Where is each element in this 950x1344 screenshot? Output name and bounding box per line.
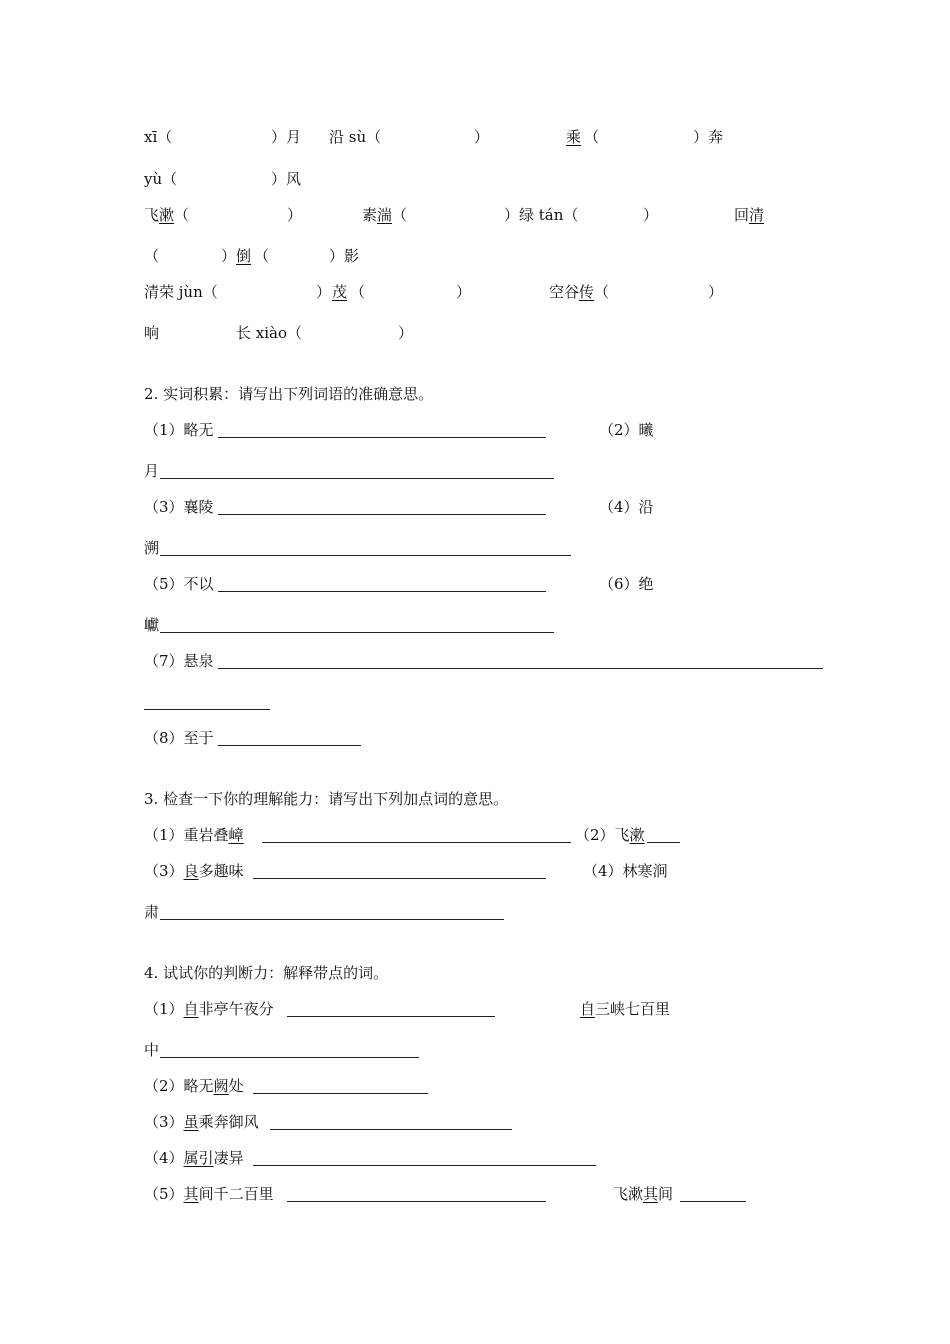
s2-item-6-cont: 巘	[144, 616, 160, 634]
s2-item-7: （7）悬泉	[144, 652, 214, 670]
s2-item-3: （3）襄陵	[144, 498, 214, 516]
s1-qing-close: ）	[221, 247, 237, 265]
s1-yu-close: ）风	[271, 170, 302, 188]
s2-item-8: （8）至于	[144, 729, 214, 747]
s1-jun-close: ）	[316, 283, 332, 301]
s4-answer-line-2[interactable]	[253, 1093, 428, 1094]
s1-huiqing-label	[734, 206, 764, 224]
s1-xi-close: ）月	[271, 128, 302, 146]
s3-item-2	[575, 826, 645, 844]
s1-su-close: ）	[474, 128, 490, 146]
s1-xiao-label: 长 xiào（	[236, 324, 302, 342]
s4-item-4-word: 属引	[183, 1149, 214, 1167]
s2-item-2: （2）曦	[599, 421, 654, 439]
s2-answer-line-3[interactable]	[218, 514, 546, 515]
s4-item-3-word: 虽	[183, 1113, 199, 1131]
s4-item-1-word: 自	[183, 1000, 199, 1018]
s4-item-5-prefix: （5）	[144, 1185, 184, 1203]
s2-item-2-cont: 月	[144, 462, 160, 480]
s1-su-label: 沿 sù（	[329, 128, 382, 146]
s2-answer-line-2[interactable]	[160, 478, 554, 479]
s4-item-5b	[613, 1185, 673, 1203]
s4-item-1-suffix: 非亭午夜分	[198, 1000, 274, 1018]
s4-title: 4. 试试你的判断力：解释带点的词。	[144, 964, 389, 982]
s2-answer-line-1[interactable]	[218, 437, 546, 438]
s4-item-1	[144, 1000, 274, 1018]
s4-answer-line-5b[interactable]	[680, 1201, 746, 1202]
s1-cheng-open: （	[584, 128, 600, 146]
s4-item-5b-suffix: 间	[658, 1185, 674, 1203]
s4-item-5b-word: 其	[643, 1185, 659, 1203]
s1-feishu-char1: 飞	[144, 206, 160, 224]
s3-answer-line-4[interactable]	[160, 919, 504, 920]
s3-item-1-word: 嶂	[228, 826, 244, 844]
s2-item-5: （5）不以	[144, 575, 214, 593]
s2-item-1: （1）略无	[144, 421, 214, 439]
s4-item-5-word: 其	[183, 1185, 199, 1203]
s3-item-2-word: 漱	[629, 826, 645, 844]
s4-answer-line-1b[interactable]	[160, 1057, 419, 1058]
s4-item-3	[144, 1113, 259, 1131]
s1-chuan-prefix: 空谷	[549, 283, 580, 301]
s1-feishu-label	[144, 206, 189, 224]
s4-item-4-prefix: （4）	[144, 1149, 184, 1167]
s3-title: 3. 检查一下你的理解能力：请写出下列加点词的意思。	[144, 790, 509, 808]
s2-item-4: （4）沿	[599, 498, 654, 516]
s1-jun-label: 清荣 jùn（	[144, 283, 218, 301]
s3-answer-line-1[interactable]	[262, 842, 571, 843]
s3-answer-line-3[interactable]	[253, 878, 546, 879]
s1-dao-close: ）影	[329, 247, 360, 265]
s2-answer-line-5[interactable]	[218, 591, 546, 592]
s1-chuan-open: （	[594, 283, 610, 301]
s4-item-2-prefix: （2）略无	[144, 1077, 214, 1095]
s4-item-2-word: 阙	[213, 1077, 229, 1095]
s3-item-3-word: 良	[183, 862, 199, 880]
s1-chuan-word: 传	[579, 283, 595, 301]
s2-answer-line-7b[interactable]	[144, 709, 270, 710]
s1-tan-close: ）	[643, 206, 659, 224]
s4-item-3-prefix: （3）	[144, 1113, 184, 1131]
s3-item-4: （4）林寒涧	[583, 862, 668, 880]
s1-feishu-char2: 漱	[159, 206, 175, 224]
s4-item-4-suffix: 凄异	[213, 1149, 244, 1167]
s1-sutuan-char2: 湍	[377, 206, 393, 224]
s3-item-1-prefix: （1）重岩叠	[144, 826, 229, 844]
s1-xiao-close: ）	[398, 324, 414, 342]
s1-sutuan-open: （	[392, 206, 408, 224]
s4-item-5-suffix: 间千二百里	[198, 1185, 274, 1203]
s1-dao-open: （	[254, 247, 270, 265]
s4-item-2	[144, 1077, 244, 1095]
s1-sutuan-label	[362, 206, 407, 224]
s2-item-6: （6）绝	[599, 575, 654, 593]
s4-answer-line-1[interactable]	[287, 1016, 495, 1017]
s3-item-3-suffix: 多趣味	[198, 862, 244, 880]
s3-item-4-cont: 肃	[144, 903, 160, 921]
s1-huiqing-char1: 回	[734, 206, 750, 224]
s1-yu-label: yù（	[144, 170, 178, 188]
s3-item-2-prefix: （2）飞	[575, 826, 630, 844]
s2-answer-line-6[interactable]	[160, 632, 554, 633]
s1-xi-label: xī（	[144, 128, 173, 146]
s1-cheng-word: 乘	[566, 128, 582, 146]
s2-answer-line-4[interactable]	[160, 555, 571, 556]
s1-sutuan-char1: 素	[362, 206, 378, 224]
s1-tan-label: ）绿 tán（	[504, 206, 579, 224]
s4-answer-line-5[interactable]	[287, 1201, 546, 1202]
s1-xiang-label: 响	[144, 324, 160, 342]
s1-feishu-close: ）	[287, 206, 303, 224]
s1-chuan-close: ）	[708, 283, 724, 301]
s4-answer-line-3[interactable]	[270, 1129, 512, 1130]
s1-mao-close: ）	[456, 283, 472, 301]
s1-huiqing-char2: 清	[749, 206, 765, 224]
s1-feishu-open: （	[174, 206, 190, 224]
s1-cheng-close: ）奔	[693, 128, 724, 146]
s4-item-3-suffix: 乘奔御风	[198, 1113, 259, 1131]
s4-item-1b	[580, 1000, 670, 1018]
s4-answer-line-4[interactable]	[253, 1165, 596, 1166]
s2-item-4-cont: 溯	[144, 539, 160, 557]
s4-item-5	[144, 1185, 274, 1203]
s4-item-5b-prefix: 飞漱	[613, 1185, 644, 1203]
s3-item-3-prefix: （3）	[144, 862, 184, 880]
s3-item-3	[144, 862, 244, 880]
s3-item-1	[144, 826, 244, 844]
s1-chuan-label	[549, 283, 609, 301]
s1-dao-word: 倒	[236, 247, 252, 265]
s4-item-1b-word: 自	[580, 1000, 596, 1018]
s1-qing-open: （	[144, 247, 160, 265]
s4-item-1b-cont: 中	[144, 1041, 160, 1059]
s2-title: 2. 实词积累：请写出下列词语的准确意思。	[144, 385, 434, 403]
s1-mao-open: （	[350, 283, 366, 301]
s1-mao-word: 茂	[332, 283, 348, 301]
s2-answer-line-8[interactable]	[218, 745, 361, 746]
s4-item-1b-suffix: 三峡七百里	[595, 1000, 671, 1018]
s4-item-2-suffix: 处	[228, 1077, 244, 1095]
s2-answer-line-7[interactable]	[218, 668, 823, 669]
s4-item-1-prefix: （1）	[144, 1000, 184, 1018]
s4-item-4	[144, 1149, 244, 1167]
s3-answer-line-2[interactable]	[647, 842, 680, 843]
